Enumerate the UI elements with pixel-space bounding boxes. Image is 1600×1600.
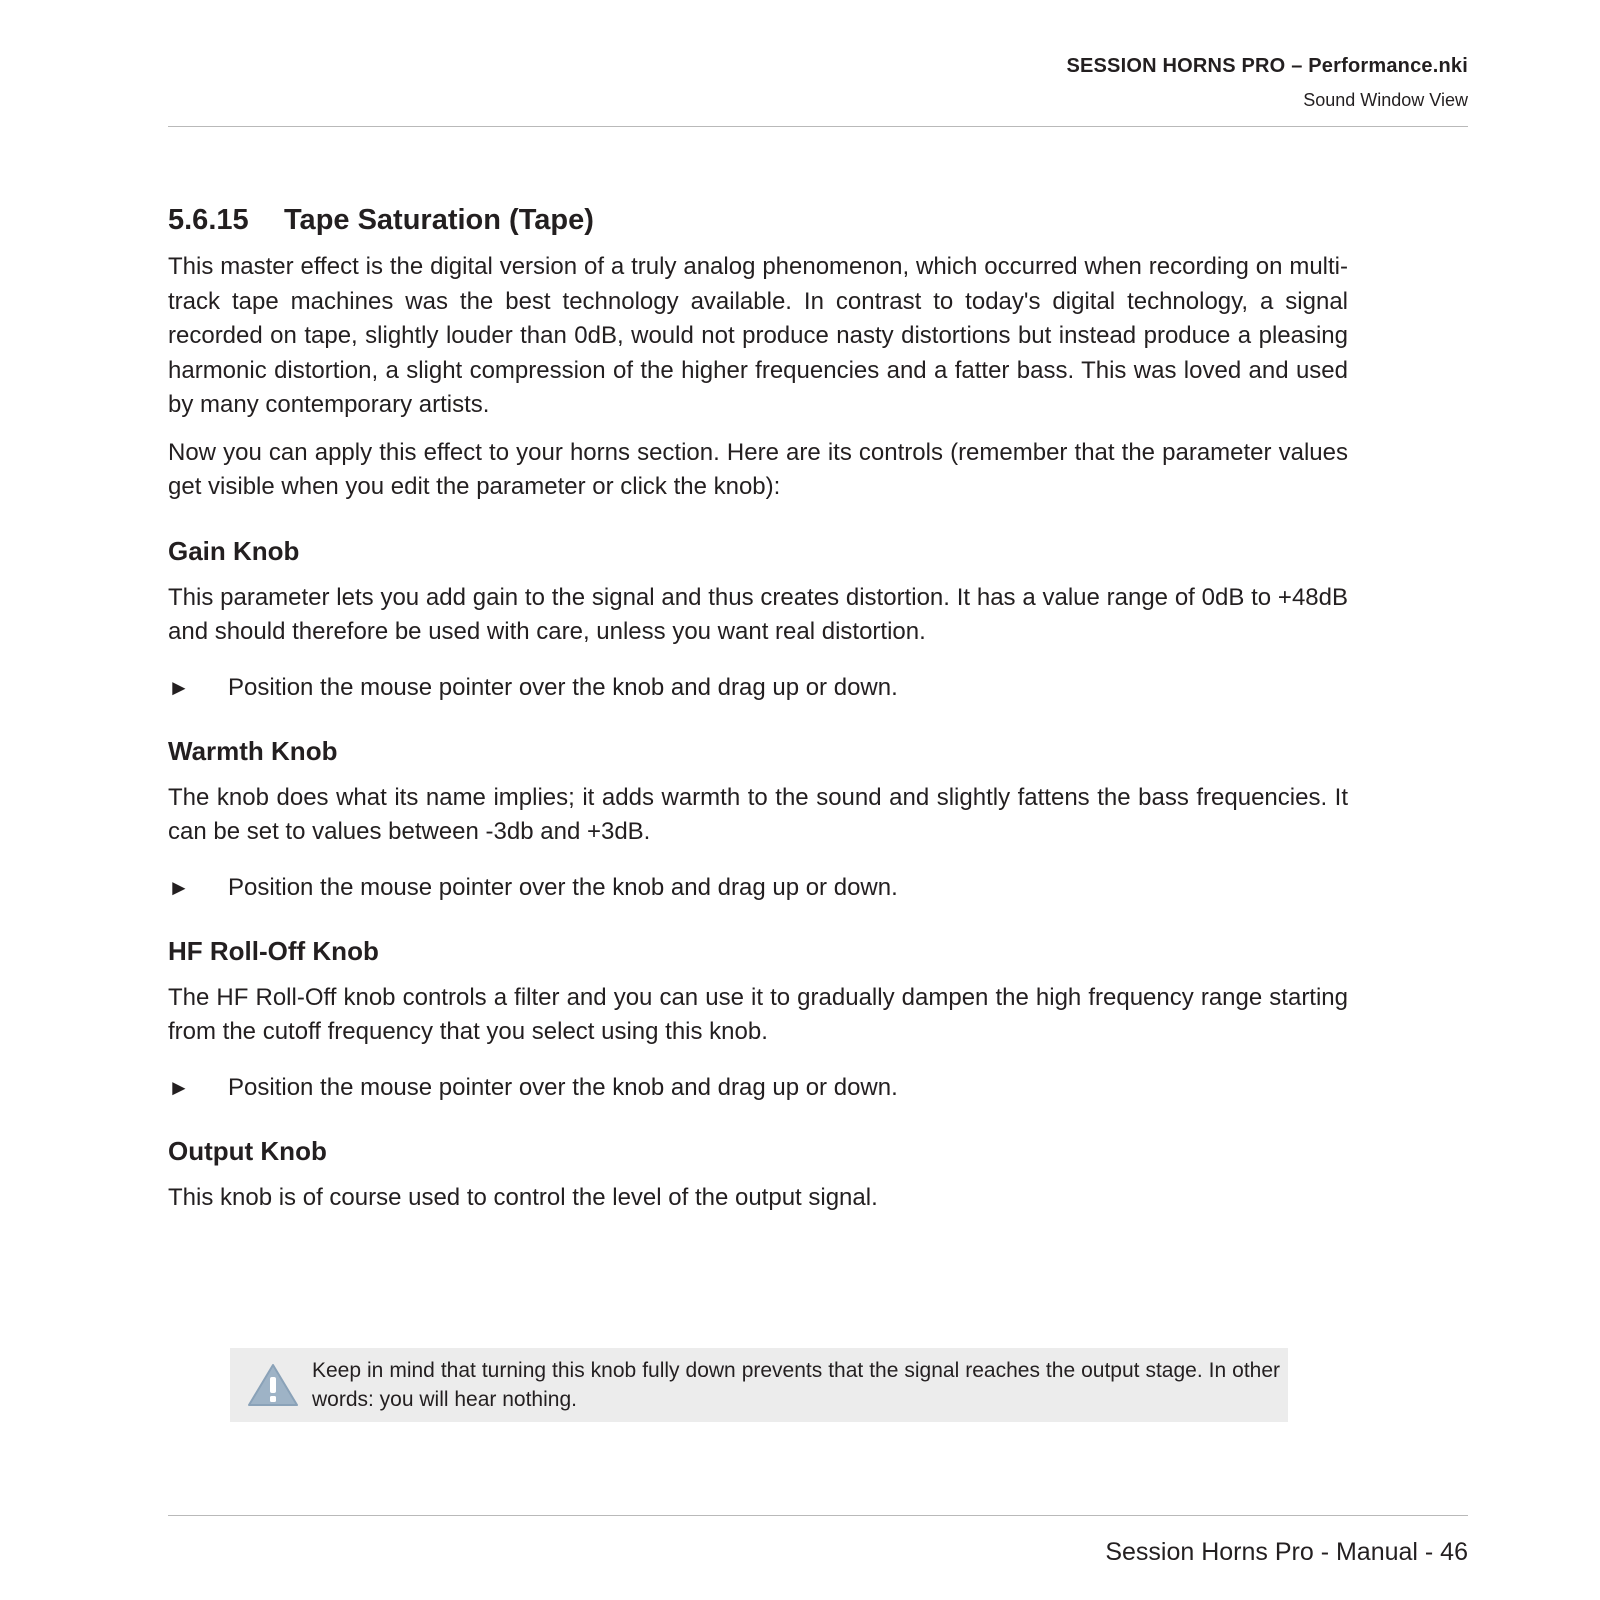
page-content [168,200,1348,1228]
instruction-item [168,1071,1348,1105]
instruction-text: Position the mouse pointer over the knob and drag up or down. [228,873,898,901]
control-heading: Output Knob [168,1135,327,1166]
section-heading [168,200,1348,240]
bullet-arrow-icon: ► [168,1074,190,1100]
section-title: Tape Saturation (Tape) [284,204,594,236]
control-warmth [168,734,1348,905]
page-header [168,50,1468,112]
control-description: The HF Roll-Off knob controls a filter and you can use it to gradually dampen the high frequency range starting from the cutoff frequency that you select using this knob. [168,983,1348,1045]
warning-icon [230,1348,312,1422]
warning-note [230,1348,1288,1422]
intro-paragraph: This master effect is the digital version of a truly analog phenomenon, which occurred when recording on multi-track tape machines was the best technology available. In contrast to today's digital technology, a signal recorded on tape, slightly louder than 0dB, would not produce nasty distortions but instead produce a pleasing harmonic distortion, a slight compression of the higher frequencies and a fatter bass. This was loved and used by many contemporary artists. [168,253,1348,418]
document-title: SESSION HORNS PRO – Performance.nki [1066,55,1468,77]
section-number: 5.6.15 [168,204,249,236]
instruction-text: Position the mouse pointer over the knob and drag up or down. [228,1073,898,1101]
header-divider [168,126,1468,127]
chapter-subtitle: Sound Window View [1303,90,1468,110]
instruction-item [168,871,1348,905]
control-heading: HF Roll-Off Knob [168,935,379,966]
bullet-arrow-icon: ► [168,874,190,900]
control-description: The knob does what its name implies; it adds warmth to the sound and slightly fattens the bass frequencies. It can be set to values between -3db and +3dB. [168,783,1348,845]
control-description: This parameter lets you add gain to the signal and thus creates distortion. It has a value range of 0dB to +48dB and should therefore be used with care, unless you want real distortion. [168,583,1348,645]
control-hf-roll-off [168,934,1348,1105]
control-heading: Warmth Knob [168,735,338,766]
bullet-arrow-icon: ► [168,674,190,700]
control-output [168,1134,1348,1216]
instruction-item [168,671,1348,705]
page-footer: Session Horns Pro - Manual - 46 [1105,1538,1468,1566]
intro-paragraph: Now you can apply this effect to your horns section. Here are its controls (remember that the parameter values get visible when you edit the parameter or click the knob): [168,438,1348,500]
control-description: This knob is of course used to control the level of the output signal. [168,1183,878,1211]
note-text: Keep in mind that turning this knob fully down prevents that the signal reaches the output stage. In other words: you will hear nothing. [312,1359,1280,1411]
instruction-text: Position the mouse pointer over the knob and drag up or down. [228,673,898,701]
footer-divider [168,1515,1468,1516]
control-gain [168,534,1348,705]
control-heading: Gain Knob [168,535,300,566]
